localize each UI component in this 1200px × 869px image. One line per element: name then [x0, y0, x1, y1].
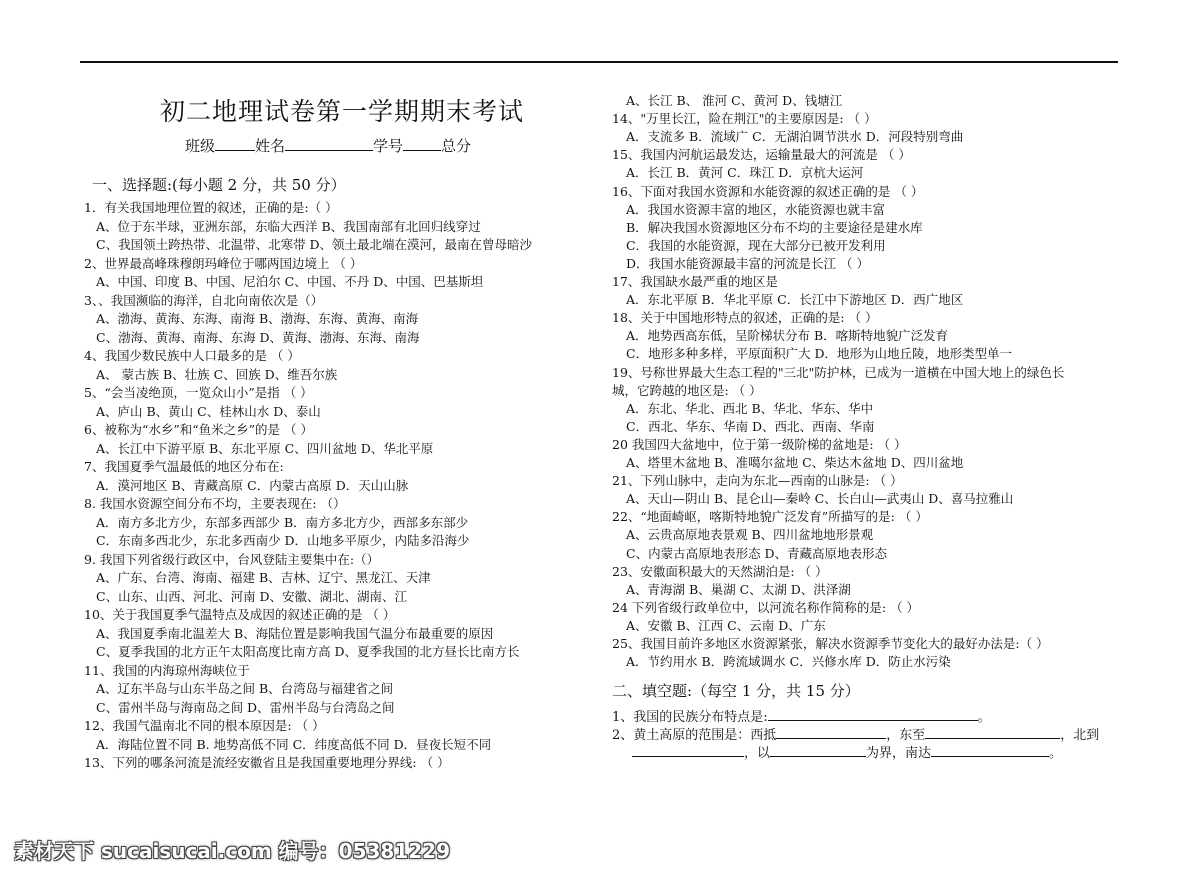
question-line: 17、我国缺水最严重的地区是	[612, 274, 778, 289]
question-line: 12、我国气温南北不同的根本原因是: （ ）	[84, 718, 325, 733]
answer-option-line: A、塔里木盆地 B、准噶尔盆地 C、柴达木盆地 D、四川盆地	[626, 455, 964, 470]
answer-option-line: A．漠河地区 B、青藏高原 C．内蒙古高原 D．天山山脉	[96, 477, 409, 493]
watermark-bar	[0, 831, 1200, 869]
answer-option-line: A．长江 B．黄河 C．珠江 D．京杭大运河	[626, 165, 864, 181]
fill-q1-text: 1、我国的民族分布特点是:	[612, 710, 768, 725]
fill-question-2-cont	[632, 743, 1062, 763]
answer-option-line: C．西北、华东、华南 D、西北、西南、华南	[626, 418, 875, 434]
fill-q2-south-blank[interactable]	[931, 743, 1049, 757]
question-line: 22、“地面崎岖，喀斯特地貌广泛发育”所描写的是: （ ）	[612, 509, 928, 525]
watermark-text: 素材天下 sucaisucai.com 编号：05381229	[14, 839, 450, 863]
answer-option-line: C．我国的水能资源，现在大部分已被开发利用	[626, 237, 886, 253]
answer-option-line: A．东北平原 B．华北平原 C．长江中下游地区 D．西广地区	[626, 292, 964, 308]
fill-question-1	[612, 707, 991, 727]
fill-q2-north-text: ，北到	[1060, 728, 1100, 743]
question-line: 9. 我国下列省级行政区中，台风登陆主要集中在:（）	[84, 551, 380, 567]
answer-option-line: A、广东、台湾、海南、福建 B、吉林、辽宁、黑龙江、天津	[96, 570, 431, 585]
score-label: 总分	[441, 137, 472, 155]
answer-option-line: C．东南多西北少，东北多西南少 D．山地多平原少，内陆多沿海少	[96, 533, 470, 548]
answer-option-line: A．支流多 B．流域广 C．无湖泊调节洪水 D．河段特别弯曲	[626, 129, 964, 145]
answer-option-line: A．地势西高东低，呈阶梯状分布 B．喀斯特地貌广泛发育	[626, 328, 949, 344]
answer-option-line: A．东北、华北、西北 B、华北、华东、华中	[626, 400, 874, 416]
answer-option-line: A、长江中下游平原 B、东北平原 C、四川盆地 D、华北平原	[96, 440, 434, 456]
question-line: 4、我国少数民族中人口最多的是 （ ）	[84, 348, 300, 363]
question-line: 16、下面对我国水资源和水能资源的叙述正确的是 （ ）	[612, 183, 924, 199]
answer-option-line: B．解决我国水资源地区分布不均的主要途径是建水库	[626, 219, 923, 235]
question-line: 10、关于我国夏季气温特点及成因的叙述正确的是 （ ）	[84, 607, 396, 622]
answer-option-line: A、长江 B、 淮河 C、黄河 D、钱塘江	[626, 93, 843, 108]
fill-q2-end: 。	[1049, 746, 1063, 761]
exam-title: 初二地理试卷第一学期期末考试	[160, 97, 525, 126]
answer-option-line: A、庐山 B、黄山 C、桂林山水 D、泰山	[96, 403, 321, 419]
answer-option-line: C、夏季我国的北方正午太阳高度比南方高 D、夏季我国的北方昼长比南方长	[96, 644, 520, 659]
answer-option-line: A、青海湖 B、巢湖 C、太湖 D、洪泽湖	[626, 581, 851, 597]
answer-option-line: A．海陆位置不同 B. 地势高低不同 C．纬度高低不同 D．昼夜长短不同	[96, 736, 492, 752]
section1-header: 一、选择题:(每小题 2 分，共 50 分）	[92, 176, 346, 194]
student-info-line	[185, 135, 471, 156]
answer-option-line: A、天山—阴山 B、昆仑山—秦岭 C、长白山—武夷山 D、喜马拉雅山	[626, 491, 1014, 507]
fill-q1-end: 。	[977, 710, 991, 725]
fill-q2-west-blank[interactable]	[776, 725, 886, 739]
answer-option-line: C、山东、山西、河北、河南 D、安徽、湖北、湖南、江	[96, 588, 408, 604]
section2-header: 二、填空题:（每空 1 分，共 15 分）	[612, 682, 860, 700]
answer-option-line: C．地形多种多样，平原面积广大 D．地形为山地丘陵，地形类型单一	[626, 346, 1013, 362]
top-rule	[80, 61, 1118, 63]
question-line: 5、“会当凌绝顶，一览众山小”是指 （ ）	[84, 385, 313, 400]
question-line: 3、、我国濒临的海洋，自北向南依次是（）	[84, 292, 324, 308]
question-line: 13、下列的哪条河流是流经安徽省且是我国重要地理分界线: （ ）	[84, 755, 450, 770]
question-line: 19、号称世界最大生态工程的"三北"防护林，已成为一道横在中国大地上的绿色长	[612, 364, 1065, 380]
answer-option-line: D．我国水能资源最丰富的河流是长江 （ ）	[626, 255, 869, 271]
answer-option-line: A．节约用水 B．跨流域调水 C．兴修水库 D．防止水污染	[626, 654, 951, 670]
question-line: 8. 我国水资源空间分布不均，主要表现在: （）	[84, 496, 346, 511]
fill-q2-by-text: ，以	[744, 746, 771, 761]
answer-option-line: A．南方多北方少，东部多西部少 B．南方多北方少，西部多东部少	[96, 514, 469, 530]
question-line: 2、世界最高峰珠穆朗玛峰位于哪两国边境上 （ ）	[84, 255, 363, 271]
student-id-label: 学号	[373, 137, 404, 155]
fill-q2-text: 2、黄土高原的范围是：西抵	[612, 728, 777, 743]
fill-q2-bound-text: 为界，南达	[866, 746, 932, 761]
answer-option-line: A、我国夏季南北温差大 B、海陆位置是影响我国气温分布最重要的原因	[96, 625, 494, 641]
fill-q1-blank[interactable]	[768, 707, 978, 721]
answer-option-line: A、中国、印度 B、中国、尼泊尔 C、中国、不丹 D、中国、巴基斯坦	[96, 274, 484, 289]
answer-option-line: A、安徽 B、江西 C、云南 D、广东	[626, 617, 826, 633]
answer-option-line: A、辽东半岛与山东半岛之间 B、台湾岛与福建省之间	[96, 681, 394, 696]
fill-q2-bound-blank[interactable]	[770, 743, 866, 757]
answer-option-line: C、渤海、黄海、南海、东海 D、黄海、渤海、东海、南海	[96, 329, 420, 345]
answer-option-line: A、 蒙古族 B、壮族 C、回族 D、维吾尔族	[96, 366, 338, 382]
answer-option-line: A．我国水资源丰富的地区，水能资源也就丰富	[626, 201, 886, 217]
answer-option-line: C、内蒙古高原地表形态 D、青藏高原地表形态	[626, 545, 888, 561]
question-line: 20 我国四大盆地中，位于第一级阶梯的盆地是: （ ）	[612, 436, 907, 452]
question-line: 23、安徽面积最大的天然湖泊是: （ ）	[612, 563, 828, 579]
question-line: 24 下列省级行政单位中，以河流名称作简称的是: （ ）	[612, 599, 920, 615]
fill-q2-east-text: ，东至	[886, 728, 926, 743]
question-line: 14、"万里长江，险在荆江"的主要原因是: （ ）	[612, 111, 877, 127]
answer-option-line: C、我国领土跨热带、北温带、北寒带 D、领土最北端在漠河，最南在曾母暗沙	[96, 237, 533, 252]
question-line: 7、我国夏季气温最低的地区分布在:	[84, 459, 284, 474]
fill-q2-east-blank[interactable]	[925, 725, 1060, 739]
question-line: 15、我国内河航运最发达，运输量最大的河流是 （ ）	[612, 147, 911, 163]
question-line: 1．有关我国地理位置的叙述，正确的是:（ ）	[84, 200, 338, 215]
question-line: 21、下列山脉中，走向为东北—西南的山脉是: （ ）	[612, 473, 903, 489]
student-id-blank[interactable]	[403, 136, 441, 151]
fill-q2-north-blank[interactable]	[632, 743, 744, 757]
question-line: 25、我国目前许多地区水资源紧张，解决水资源季节变化大的最好办法是:（ ）	[612, 636, 1049, 651]
question-line: 6、被称为“水乡”和“鱼米之乡”的是 （ ）	[84, 422, 313, 437]
name-label: 姓名	[255, 137, 286, 155]
answer-option-line: A、云贵高原地表景观 B、四川盆地地形景观	[626, 527, 874, 543]
class-label: 班级	[185, 137, 216, 155]
fill-question-2	[612, 725, 1099, 745]
question-line: 11、我国的内海琼州海峡位于	[84, 662, 250, 678]
answer-option-line: A、渤海、黄海、东海、南海 B、渤海、东海、黄海、南海	[96, 311, 419, 326]
question-line: 城，它跨越的地区是: （ ）	[612, 382, 762, 398]
answer-option-line: C、雷州半岛与海南岛之间 D、雷州半岛与台湾岛之间	[96, 699, 395, 715]
question-line: 18、关于中国地形特点的叙述，正确的是: （ ）	[612, 310, 878, 326]
name-blank[interactable]	[285, 136, 373, 151]
answer-option-line: A、位于东半球，亚洲东部，东临大西洋 B、我国南部有北回归线穿过	[96, 218, 481, 234]
class-blank[interactable]	[215, 136, 255, 151]
